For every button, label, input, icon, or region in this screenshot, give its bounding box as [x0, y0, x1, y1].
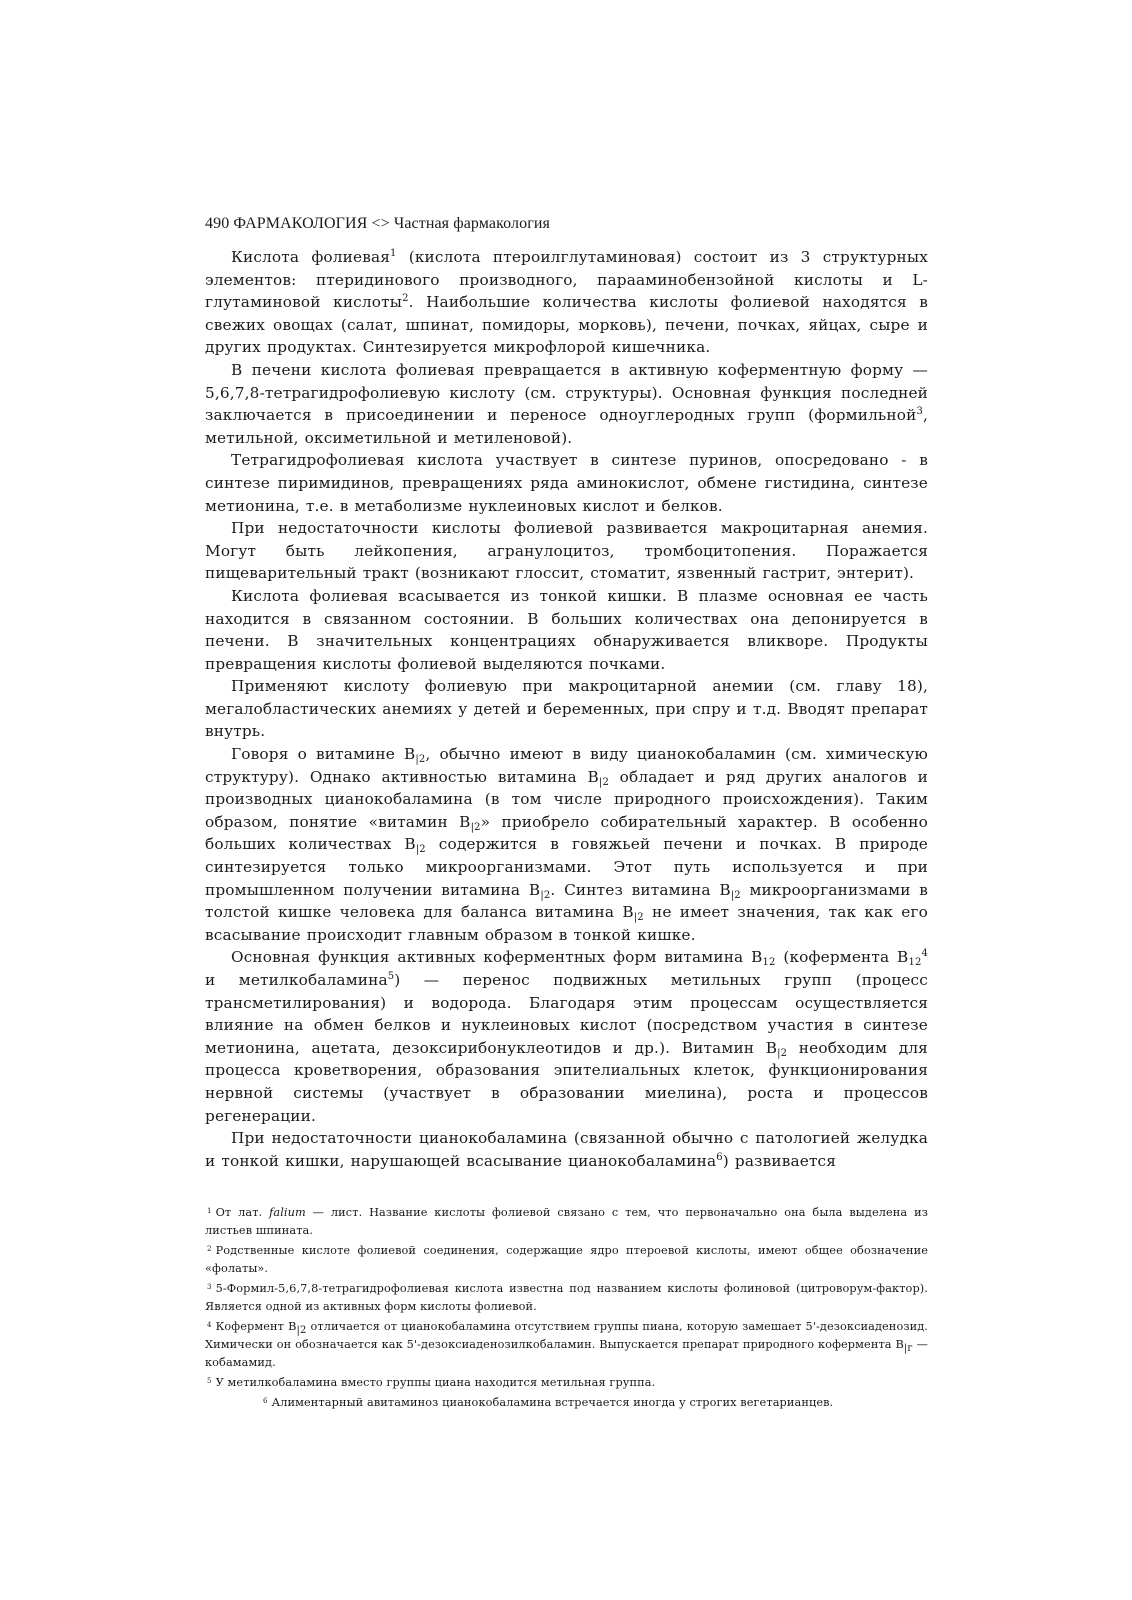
paragraph — [205, 585, 928, 675]
text-segment: . Синтез витамина В — [550, 880, 731, 899]
footnotes — [205, 1202, 928, 1412]
text-segment: ) — перенос подвижных метильных групп (процесс трансметилирования) и водорода. Благодаря этим процессам осуществляется влияние на обмен белков и нуклеиновых кислот (посредством участия в синтезе метионина, ацетата, дезоксирибонуклеотидов и др.). Витамин В — [205, 971, 928, 1057]
footnote-text: 5-Формил-5,6,7,8-тетрагидрофолиевая кислота известна под названием кислоты фолиновой (цитроворум-фактор). Является одной из активных форм кислоты фолиевой. — [205, 1282, 928, 1314]
subscript: |2 — [633, 912, 644, 924]
text-segment: ) развивается — [722, 1151, 837, 1170]
footnote-ref: 6 — [716, 1151, 723, 1163]
footnote-text: — лист. Название кислоты фолиевой связано с тем, что первоначально она была выделена из листьев шпината. — [205, 1206, 928, 1238]
text-segment: . Наибольшие количества кислоты фолиевой находятся в свежих овощах (салат, шпинат, помидоры, морковь), печени, почках, яйцах, сыре и других продуктах. Синтезируется микрофлорой кишечника. — [205, 293, 928, 357]
text-segment: обладает и ряд других аналогов и производных цианокобаламина (в том числе природного происхождения). Таким образом, понятие «витамин В — [205, 767, 928, 831]
footnote-mark: 3 — [207, 1283, 212, 1292]
footnote-ref: 2 — [402, 293, 409, 305]
text-segment: При недостаточности цианокобаламина (связанной обычно с патологией желудка и тонкой кишки, нарушающей всасывание цианокобаламина — [205, 1129, 928, 1170]
footnote-text: У метилкобаламина вместо группы циана находится метильная группа. — [215, 1376, 656, 1390]
subscript: |2 — [470, 821, 481, 833]
text-segment: Применяют кислоту фолиевую при макроцитарной анемии (см. главу 18), мегалобластических анемиях у детей и беременных, при спру и т.д. Вводят препарат внутрь. — [205, 677, 928, 741]
text-segment: Кислота фолиевая — [231, 248, 391, 266]
paragraph — [205, 1127, 928, 1172]
footnote-text: отличается от цианокобаламина отсутствием группы пиана, которую замешает 5'-дезоксиаденозид. Химически он обозначается как 5'-дезоксиаденозилкобаламин. Выпускается препарат природного кофермента В — [205, 1320, 928, 1352]
footnote-italic: falium — [269, 1206, 306, 1220]
footnote-text: — кобамамид. — [205, 1338, 928, 1370]
text-segment: (кислота птероилглутаминовая) состоит из 3 структурных элементов: птеридинового производного, парааминобензойной кислоты и L-глутаминовой кислоты — [205, 248, 928, 312]
body-text — [205, 246, 928, 1172]
footnote-mark: 5 — [207, 1377, 212, 1386]
footnote — [205, 1316, 928, 1372]
paragraph — [205, 743, 928, 946]
paragraph — [205, 449, 928, 517]
text-segment: , обычно имеют в виду цианокобаламин (см. химическую структуру). Однако активностью витамина В — [205, 745, 928, 786]
subscript: 12 — [762, 957, 776, 969]
footnote — [205, 1240, 928, 1278]
text-segment: Основная функция активных коферментных форм витамина В — [231, 948, 763, 967]
book-page — [205, 214, 928, 1412]
footnote-ref: 4 — [921, 948, 928, 960]
text-segment: Говоря о витамине В — [231, 745, 416, 764]
subscript: 12 — [908, 957, 922, 969]
text-segment: не имеет значения, так как его всасывание происходит главным образом в тонкой кишке. — [205, 903, 929, 944]
subscript: |2 — [415, 754, 426, 766]
footnote-text: Кофермент В — [215, 1320, 297, 1334]
footnote — [205, 1392, 928, 1412]
text-segment: Тетрагидрофолиевая кислота участвует в синтезе пуринов, опосредовано - в синтезе пиримидинов, превращениях ряда аминокислот, обмене гистидина, синтезе метионина, т.е. в метаболизме нуклеиновых кислот и белков. — [205, 451, 928, 515]
footnote-mark: 6 — [263, 1397, 268, 1406]
text-segment: В печени кислота фолиевая превращается в активную коферментную форму — 5,6,7,8-тетрагидрофолиевую кислоту (см. структуры). Основная функция последней заключается в присоединении и переносе одноуглеродных групп (формильной — [205, 360, 928, 425]
paragraph — [205, 359, 928, 449]
text-segment: микроорганизмами в толстой кишке человека для баланса витамина В — [205, 880, 929, 922]
paragraph — [205, 517, 928, 585]
footnote-text: Родственные кислоте фолиевой соединения, содержащие ядро птероевой кислоты, имеют общее обозначение «фолаты». — [205, 1244, 928, 1276]
text-segment: Кислота фолиевая всасывается из тонкой кишки. В плазме основная ее часть находится в связанном состоянии. В больших количествах она депонируется в печени. В значительных концентрациях обнаруживается вликворе. Продукты превращения кислоты фолиевой выделяются почками. — [205, 586, 928, 673]
text-segment: содержится в говяжьей печени и почках. В природе синтезируется только микроорганизмами. Этот путь используется и при промышленном получении витамина В — [205, 835, 928, 899]
footnote — [205, 1202, 928, 1240]
subscript: |2 — [730, 889, 741, 901]
footnote — [205, 1372, 928, 1392]
text-segment: необходим для процесса кроветворения, образования эпителиальных клеток, функционирования нервной системы (участвует в образовании миелина), роста и процессов регенерации. — [205, 1038, 928, 1125]
text-segment: и метилкобаламина — [205, 971, 388, 989]
subscript: |г — [903, 1343, 913, 1355]
footnote-text: Алиментарный авитаминоз цианокобаламина встречается иногда у строгих вегетарианцев. — [271, 1396, 834, 1410]
footnote-ref: 1 — [390, 248, 397, 259]
text-segment: , метильной, оксиметильной и метиленовой). — [205, 406, 928, 447]
text-segment: (кофермента В — [775, 948, 909, 967]
subscript: |2 — [296, 1325, 307, 1337]
footnote-mark: 1 — [207, 1207, 212, 1216]
text-segment: » приобрело собирательный характер. В особенно больших количествах В — [205, 812, 928, 854]
footnote-ref: 3 — [916, 406, 923, 418]
running-head: 490 ФАРМАКОЛОГИЯ <> Частная фармакология — [205, 215, 551, 232]
paragraph — [205, 246, 928, 359]
subscript: |2 — [540, 889, 551, 901]
subscript: |2 — [598, 776, 609, 788]
footnote — [205, 1278, 928, 1316]
footnote-text: От лат. — [215, 1206, 270, 1220]
footnote-mark: 4 — [207, 1321, 212, 1330]
text-segment: При недостаточности кислоты фолиевой развивается макроцитарная анемия. Могут быть лейкопения, агранулоцитоз, тромбоцитопения. Поражается пищеварительный тракт (возникают глоссит, стоматит, язвенный гастрит, энтерит). — [205, 519, 928, 583]
subscript: |2 — [777, 1047, 788, 1059]
paragraph — [205, 675, 928, 743]
footnote-mark: 2 — [207, 1245, 212, 1254]
paragraph — [205, 946, 928, 1127]
footnote-ref: 5 — [387, 971, 395, 982]
subscript: |2 — [415, 844, 426, 856]
